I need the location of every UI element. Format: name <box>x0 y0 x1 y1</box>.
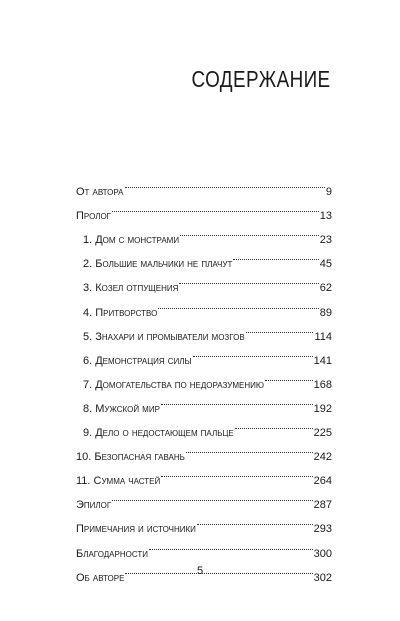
toc-leader-dots <box>180 219 319 243</box>
toc-leader-dots <box>246 316 314 340</box>
toc-entry-page: 13 <box>319 210 332 223</box>
table-of-contents <box>76 171 332 584</box>
toc-entry-page: 225 <box>313 427 332 440</box>
toc-entry-label: 4. Притворство <box>83 306 158 319</box>
toc-entry-page: 89 <box>319 306 332 319</box>
page-number: 5 <box>196 565 204 577</box>
toc-leader-dots <box>112 195 319 219</box>
toc-entry-label: 5. Знахари и промыватели мозгов <box>83 330 245 343</box>
toc-entry[interactable] <box>76 195 332 223</box>
toc-entry-label: Благодарности <box>76 547 148 560</box>
toc-entry[interactable] <box>76 508 332 536</box>
toc-entry-label: Эпилог <box>76 499 112 512</box>
toc-leader-dots <box>161 388 313 412</box>
toc-leader-dots <box>197 508 313 532</box>
toc-entry-label: 6. Демонстрация силы <box>83 354 192 367</box>
toc-entry[interactable] <box>76 171 332 199</box>
toc-entry-label: 9. Дело о недостающем пальце <box>83 427 234 440</box>
toc-entry-label: Об авторе <box>76 571 125 584</box>
toc-entry-page: 293 <box>313 523 332 536</box>
toc-entry-label: 11. Сумма частей <box>76 475 161 488</box>
toc-entry-page: 192 <box>313 402 332 415</box>
toc-entry-label: 10. Безопасная гавань <box>76 451 185 464</box>
toc-entry-page: 300 <box>313 547 332 560</box>
toc-leader-dots <box>265 364 313 388</box>
page-title: СОДЕРЖАНИЕ <box>191 66 331 92</box>
toc-leader-dots <box>112 484 312 508</box>
toc-entry-page: 242 <box>313 451 332 464</box>
toc-entry-page: 23 <box>319 234 332 247</box>
toc-entry-label: 8. Мужской мир <box>83 402 160 415</box>
toc-entry-page: 62 <box>319 282 332 295</box>
toc-entry-label: От автора <box>76 186 124 199</box>
toc-entry-label: 7. Домогательства по недоразумению <box>83 378 264 391</box>
toc-entry-label: 1. Дом с монстрами <box>83 234 180 247</box>
toc-entry-page: 45 <box>319 258 332 271</box>
toc-leader-dots <box>235 412 313 436</box>
toc-entry-page: 264 <box>313 475 332 488</box>
toc-leader-dots <box>233 243 318 267</box>
toc-entry[interactable] <box>76 219 332 247</box>
toc-leader-dots <box>179 267 318 291</box>
toc-entry-label: Пролог <box>76 210 112 223</box>
toc-leader-dots <box>193 340 313 364</box>
toc-entry-label: Примечания и источники <box>76 523 196 536</box>
toc-entry-page: 287 <box>313 499 332 512</box>
toc-leader-dots <box>161 460 312 484</box>
toc-leader-dots <box>149 532 313 556</box>
toc-entry-page: 168 <box>313 378 332 391</box>
toc-entry-page: 302 <box>313 571 332 584</box>
toc-entry-label: 2. Большие мальчики не плачут <box>83 258 233 271</box>
toc-leader-dots <box>186 436 313 460</box>
toc-leader-dots <box>158 291 318 315</box>
toc-entry-page: 9 <box>325 186 332 199</box>
toc-entry-page: 141 <box>313 354 332 367</box>
toc-entry-page: 114 <box>314 330 332 343</box>
toc-leader-dots <box>125 171 325 195</box>
toc-entry-label: 3. Козел отпущения <box>83 282 179 295</box>
toc-entry[interactable] <box>76 484 332 512</box>
